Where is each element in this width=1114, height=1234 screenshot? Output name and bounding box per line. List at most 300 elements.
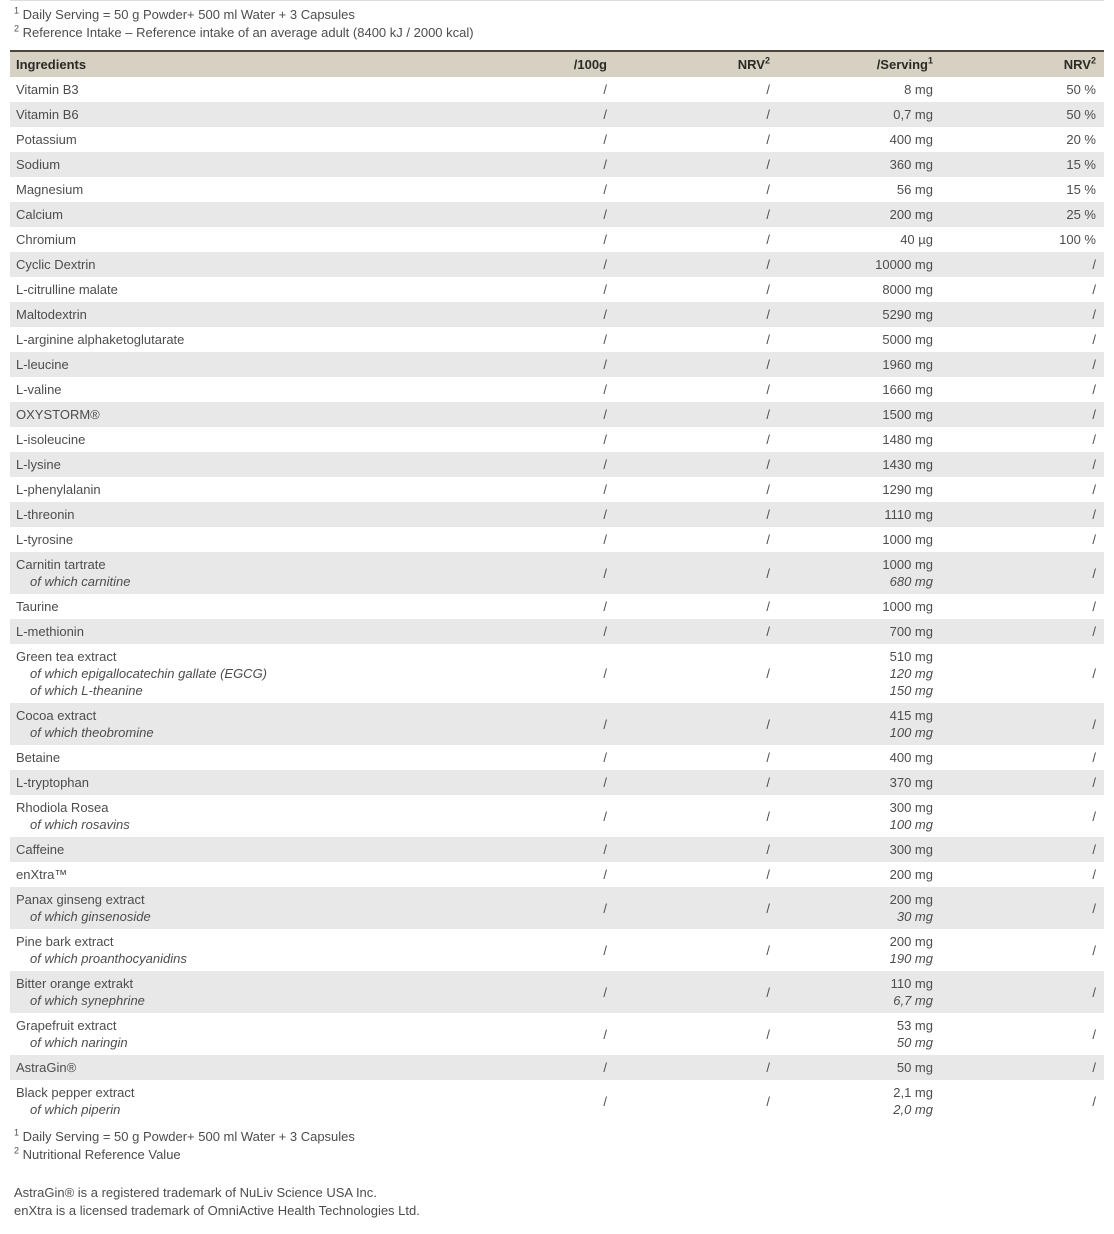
ingredient-name-main: Betaine — [16, 750, 61, 765]
nrv-serving-value: / — [1092, 357, 1096, 372]
per-100g-value: / — [603, 407, 607, 422]
table-row — [10, 452, 1104, 477]
serving-value — [778, 594, 941, 619]
col-header-label: /Serving — [876, 57, 928, 72]
nrv-serving-value: / — [1092, 984, 1096, 1000]
ingredient-name-main: L-tryptophan — [16, 775, 89, 790]
ingredient-name — [10, 302, 460, 327]
per-100g-value: / — [603, 716, 607, 732]
nrv-100g-value: / — [766, 808, 770, 824]
table-row — [10, 252, 1104, 277]
col-header-sup: 1 — [927, 55, 933, 66]
serving-value-main: 300 mg — [889, 842, 933, 857]
serving-value — [778, 929, 941, 971]
nrv-100g-value: / — [766, 942, 770, 958]
serving-value-main: 200 mg — [889, 867, 933, 882]
ingredient-name — [10, 1055, 460, 1080]
serving-value — [778, 427, 941, 452]
note-daily-serving-bottom — [14, 1128, 1114, 1146]
nrv-100g-value: / — [766, 599, 770, 614]
ingredient-name — [10, 703, 460, 745]
table-row — [10, 202, 1104, 227]
nrv-100g-value: / — [766, 407, 770, 422]
ingredient-name-main: L-phenylalanin — [16, 482, 101, 497]
ingredient-sub-name: of which rosavins — [30, 817, 130, 832]
serving-value — [778, 227, 941, 252]
per-100g-value: / — [603, 232, 607, 247]
ingredient-sub-name: of which ginsenoside — [30, 909, 151, 924]
serving-value-main: 110 mg — [890, 976, 933, 991]
per-100g-value: / — [603, 1093, 607, 1109]
nrv-serving-value: / — [1092, 716, 1096, 732]
serving-value-main: 400 mg — [889, 132, 933, 147]
table-row — [10, 227, 1104, 252]
footnote-marker: 1 — [14, 1127, 20, 1138]
ingredient-name-main: enXtra™ — [16, 867, 68, 882]
nrv-100g-value: / — [766, 82, 770, 97]
ingredient-name-main: L-valine — [16, 382, 62, 397]
ingredient-name-main: L-arginine alphaketoglutarate — [16, 332, 185, 347]
serving-value — [778, 177, 941, 202]
ingredient-sub-name: of which synephrine — [30, 993, 145, 1008]
table-header-row — [10, 51, 1104, 77]
nrv-100g-value: / — [766, 307, 770, 322]
nrv-serving-value: / — [1092, 507, 1096, 522]
ingredient-name — [10, 1080, 460, 1122]
serving-value — [778, 971, 941, 1013]
nrv-serving-value: / — [1092, 775, 1096, 790]
table-row — [10, 402, 1104, 427]
serving-value-main: 1480 mg — [882, 432, 933, 447]
per-100g-value: / — [603, 307, 607, 322]
serving-value-main: 1500 mg — [882, 407, 933, 422]
ingredient-name — [10, 971, 460, 1013]
serving-value — [778, 552, 941, 594]
per-100g-value: / — [603, 565, 607, 581]
table-row — [10, 971, 1104, 1013]
ingredient-name-main: Bitter orange extrakt — [16, 976, 134, 991]
nrv-100g-value: / — [766, 357, 770, 372]
table-row — [10, 644, 1104, 703]
serving-value — [778, 152, 941, 177]
serving-value — [778, 887, 941, 929]
nrv-serving-value: / — [1092, 332, 1096, 347]
table-row — [10, 1055, 1104, 1080]
table-row — [10, 427, 1104, 452]
serving-value-main: 1000 mg — [882, 599, 933, 614]
nrv-serving-value: / — [1092, 900, 1096, 916]
table-row — [10, 837, 1104, 862]
per-100g-value: / — [603, 1026, 607, 1042]
ingredient-sub-name: of which theobromine — [30, 725, 154, 740]
nrv-100g-value: / — [766, 182, 770, 197]
ingredient-name-main: Carnitin tartrate — [16, 557, 106, 572]
per-100g-value: / — [603, 332, 607, 347]
ingredient-name-main: Cyclic Dextrin — [16, 257, 96, 272]
serving-value — [778, 77, 941, 102]
nrv-serving-value: / — [1092, 257, 1096, 272]
table-row — [10, 745, 1104, 770]
ingredient-name-main: Vitamin B3 — [16, 82, 79, 97]
nrv-100g-value: / — [766, 232, 770, 247]
per-100g-value: / — [603, 82, 607, 97]
serving-value-main: 1430 mg — [882, 457, 933, 472]
serving-value — [778, 102, 941, 127]
serving-value-main: 1660 mg — [882, 382, 933, 397]
nrv-serving-value: / — [1092, 432, 1096, 447]
nrv-serving-value: / — [1092, 1060, 1096, 1075]
serving-value — [778, 1080, 941, 1122]
serving-value — [778, 619, 941, 644]
ingredient-name — [10, 594, 460, 619]
ingredient-name — [10, 929, 460, 971]
note-reference-intake — [14, 24, 1114, 42]
ingredient-name — [10, 502, 460, 527]
serving-value-main: 10000 mg — [875, 257, 933, 272]
serving-sub-value: 120 mg — [889, 666, 933, 681]
per-100g-value: / — [603, 207, 607, 222]
per-100g-value: / — [603, 482, 607, 497]
ingredient-name-main: Magnesium — [16, 182, 84, 197]
ingredient-name-main: Chromium — [16, 232, 76, 247]
nrv-100g-value: / — [766, 107, 770, 122]
ingredient-name-main: L-threonin — [16, 507, 75, 522]
ingredient-name-main: L-citrulline malate — [16, 282, 118, 297]
ingredient-name-main: Maltodextrin — [16, 307, 87, 322]
ingredient-name-main: AstraGin® — [16, 1060, 77, 1075]
ingredient-name-main: Calcium — [16, 207, 63, 222]
nrv-serving-value: / — [1092, 624, 1096, 639]
ingredient-name-main: Taurine — [16, 599, 59, 614]
ingredient-name — [10, 152, 460, 177]
ingredient-sub-name: of which piperin — [30, 1102, 121, 1117]
nrv-100g-value: / — [766, 1026, 770, 1042]
serving-value — [778, 644, 941, 703]
serving-value — [778, 352, 941, 377]
nrv-100g-value: / — [766, 984, 770, 1000]
serving-value-main: 1000 mg — [882, 532, 933, 547]
col-header-sup: 2 — [764, 55, 770, 66]
serving-value-main: 200 mg — [889, 207, 933, 222]
serving-value-main: 8 mg — [904, 82, 933, 97]
nrv-100g-value: / — [766, 900, 770, 916]
serving-value-main: 700 mg — [889, 624, 933, 639]
ingredient-sub-name: of which carnitine — [30, 574, 131, 589]
table-row — [10, 527, 1104, 552]
ingredient-name — [10, 227, 460, 252]
serving-value — [778, 277, 941, 302]
table-row — [10, 862, 1104, 887]
serving-sub-value: 50 mg — [896, 1035, 933, 1050]
serving-value — [778, 502, 941, 527]
serving-value-main: 1960 mg — [882, 357, 933, 372]
nrv-serving-value: / — [1092, 382, 1096, 397]
footnote-marker: 2 — [14, 1145, 20, 1156]
ingredient-name — [10, 202, 460, 227]
nrv-100g-value: / — [766, 1093, 770, 1109]
per-100g-value: / — [603, 382, 607, 397]
col-header-label: /100g — [573, 57, 607, 72]
table-row — [10, 152, 1104, 177]
ingredient-name-main: Caffeine — [16, 842, 65, 857]
nrv-serving-value: / — [1092, 282, 1096, 297]
serving-value-main: 53 mg — [896, 1018, 933, 1033]
nrv-serving-value: / — [1092, 942, 1096, 958]
ingredient-name-main: Black pepper extract — [16, 1085, 135, 1100]
per-100g-value: / — [603, 624, 607, 639]
table-row — [10, 594, 1104, 619]
table-row — [10, 703, 1104, 745]
ingredient-name-main: L-lysine — [16, 457, 61, 472]
serving-value-main: 56 mg — [896, 182, 933, 197]
ingredient-name-main: Grapefruit extract — [16, 1018, 117, 1033]
per-100g-value: / — [603, 942, 607, 958]
nrv-100g-value: / — [766, 257, 770, 272]
serving-value-main: 50 mg — [896, 1060, 933, 1075]
serving-value-main: 5000 mg — [882, 332, 933, 347]
table-row — [10, 1013, 1104, 1055]
nrv-100g-value: / — [766, 207, 770, 222]
ingredients-table-body — [10, 77, 1104, 1122]
table-row — [10, 102, 1104, 127]
serving-value — [778, 1055, 941, 1080]
serving-value-main: 400 mg — [889, 750, 933, 765]
col-header-sup: 2 — [1090, 55, 1096, 66]
ingredient-name — [10, 837, 460, 862]
serving-value-main: 300 mg — [889, 800, 933, 815]
note-daily-serving — [14, 6, 1114, 24]
serving-value-main: 40 µg — [900, 232, 933, 247]
nrv-serving-value: / — [1092, 307, 1096, 322]
note-nrv-definition — [14, 1146, 1114, 1164]
trademark-enxtra: enXtra is a licensed trademark of OmniActive Health Technologies Ltd. — [14, 1203, 420, 1218]
nrv-serving-value: / — [1092, 407, 1096, 422]
ingredient-name-main: Green tea extract — [16, 649, 117, 664]
serving-value-main: 8000 mg — [882, 282, 933, 297]
serving-value — [778, 127, 941, 152]
ingredient-name-main: Panax ginseng extract — [16, 892, 145, 907]
ingredient-name — [10, 477, 460, 502]
footnote-marker: 1 — [14, 5, 20, 16]
serving-value — [778, 452, 941, 477]
ingredient-name-main: L-isoleucine — [16, 432, 86, 447]
nrv-serving-value: 15 % — [1066, 157, 1096, 172]
ingredient-name — [10, 552, 460, 594]
nrv-serving-value: 20 % — [1066, 132, 1096, 147]
serving-value — [778, 1013, 941, 1055]
ingredient-name — [10, 377, 460, 402]
serving-sub-value: 100 mg — [889, 725, 933, 740]
ingredient-name-main: Rhodiola Rosea — [16, 800, 109, 815]
ingredient-sub-name: of which naringin — [30, 1035, 128, 1050]
ingredient-name — [10, 77, 460, 102]
nrv-serving-value: / — [1092, 750, 1096, 765]
ingredient-name-main: L-leucine — [16, 357, 69, 372]
per-100g-value: / — [603, 666, 607, 681]
nrv-serving-value: / — [1092, 867, 1096, 882]
per-100g-value: / — [603, 432, 607, 447]
table-row — [10, 377, 1104, 402]
table-row — [10, 929, 1104, 971]
nrv-serving-value: / — [1092, 808, 1096, 824]
ingredient-name-main: Vitamin B6 — [16, 107, 79, 122]
per-100g-value: / — [603, 157, 607, 172]
trademark-astragin: AstraGin® is a registered trademark of NuLiv Science USA Inc. — [14, 1185, 377, 1200]
nrv-100g-value: / — [766, 282, 770, 297]
serving-value-main: 200 mg — [889, 934, 933, 949]
serving-value — [778, 477, 941, 502]
ingredient-name-main: L-tyrosine — [16, 532, 74, 547]
serving-sub-value: 680 mg — [889, 574, 933, 589]
nrv-100g-value: / — [766, 457, 770, 472]
serving-value — [778, 327, 941, 352]
per-100g-value: / — [603, 457, 607, 472]
nrv-100g-value: / — [766, 867, 770, 882]
ingredient-name — [10, 887, 460, 929]
nrv-serving-value: / — [1092, 532, 1096, 547]
table-row — [10, 127, 1104, 152]
trademark-notes — [0, 1164, 1114, 1234]
nrv-serving-value: 15 % — [1066, 182, 1096, 197]
nrv-serving-value: / — [1092, 1093, 1096, 1109]
serving-value-main: 0,7 mg — [893, 107, 933, 122]
serving-value-main: 1000 mg — [882, 557, 933, 572]
serving-value — [778, 527, 941, 552]
ingredient-sub-name: of which epigallocatechin gallate (EGCG) — [30, 666, 268, 681]
col-header-ingredients — [10, 51, 460, 77]
nrv-100g-value: / — [766, 666, 770, 681]
table-row — [10, 770, 1104, 795]
ingredient-name — [10, 327, 460, 352]
col-header-per-100g — [460, 51, 615, 77]
ingredient-name-main: OXYSTORM® — [16, 407, 100, 422]
ingredient-name — [10, 527, 460, 552]
ingredient-name — [10, 770, 460, 795]
nrv-serving-value: / — [1092, 599, 1096, 614]
serving-value-main: 5290 mg — [882, 307, 933, 322]
serving-value-main: 1110 mg — [884, 507, 933, 522]
nrv-100g-value: / — [766, 842, 770, 857]
ingredient-sub-name: of which proanthocyanidins — [30, 951, 187, 966]
table-row — [10, 552, 1104, 594]
ingredient-name — [10, 252, 460, 277]
ingredient-name — [10, 177, 460, 202]
ingredient-name — [10, 1013, 460, 1055]
per-100g-value: / — [603, 132, 607, 147]
col-header-label: NRV — [1063, 57, 1091, 72]
table-row — [10, 177, 1104, 202]
nrv-serving-value: / — [1092, 666, 1096, 681]
ingredient-name — [10, 427, 460, 452]
nrv-100g-value: / — [766, 624, 770, 639]
serving-value — [778, 745, 941, 770]
nrv-100g-value: / — [766, 157, 770, 172]
per-100g-value: / — [603, 1060, 607, 1075]
ingredient-name-main: Sodium — [16, 157, 61, 172]
note-text: Nutritional Reference Value — [22, 1147, 181, 1162]
nrv-serving-value: / — [1092, 565, 1096, 581]
per-100g-value: / — [603, 842, 607, 857]
ingredient-name-main: L-methionin — [16, 624, 84, 639]
table-row — [10, 795, 1104, 837]
nrv-100g-value: / — [766, 775, 770, 790]
serving-value — [778, 770, 941, 795]
table-row — [10, 277, 1104, 302]
col-header-per-serving — [778, 51, 941, 77]
nrv-100g-value: / — [766, 716, 770, 732]
nrv-serving-value: 50 % — [1066, 82, 1096, 97]
serving-value-main: 1290 mg — [882, 482, 933, 497]
per-100g-value: / — [603, 507, 607, 522]
ingredient-name — [10, 352, 460, 377]
serving-value — [778, 402, 941, 427]
per-100g-value: / — [603, 775, 607, 790]
ingredient-name — [10, 127, 460, 152]
nrv-100g-value: / — [766, 132, 770, 147]
per-100g-value: / — [603, 808, 607, 824]
note-text: Reference Intake – Reference intake of an average adult (8400 kJ / 2000 kcal) — [22, 25, 474, 40]
per-100g-value: / — [603, 984, 607, 1000]
table-row — [10, 302, 1104, 327]
ingredient-name — [10, 452, 460, 477]
nrv-100g-value: / — [766, 482, 770, 497]
serving-sub-value: 2,0 mg — [893, 1102, 933, 1117]
table-row — [10, 352, 1104, 377]
ingredient-name-main: Cocoa extract — [16, 708, 97, 723]
serving-value — [778, 837, 941, 862]
col-header-nrv-serving — [941, 51, 1104, 77]
ingredient-name — [10, 795, 460, 837]
nrv-100g-value: / — [766, 1060, 770, 1075]
ingredient-name-main: Potassium — [16, 132, 77, 147]
note-text: Daily Serving = 50 g Powder+ 500 ml Water + 3 Capsules — [22, 1129, 355, 1144]
ingredient-name — [10, 102, 460, 127]
table-row — [10, 1080, 1104, 1122]
per-100g-value: / — [603, 599, 607, 614]
per-100g-value: / — [603, 182, 607, 197]
serving-sub-value: 6,7 mg — [893, 993, 933, 1008]
ingredient-name — [10, 402, 460, 427]
serving-sub-value: 190 mg — [889, 951, 933, 966]
nrv-100g-value: / — [766, 382, 770, 397]
serving-sub-value: 150 mg — [889, 683, 933, 698]
table-row — [10, 619, 1104, 644]
nrv-serving-value: 50 % — [1066, 107, 1096, 122]
serving-value-main: 200 mg — [889, 892, 933, 907]
serving-value-main: 360 mg — [889, 157, 933, 172]
per-100g-value: / — [603, 257, 607, 272]
serving-value-main: 510 mg — [889, 649, 933, 664]
table-row — [10, 477, 1104, 502]
nrv-100g-value: / — [766, 565, 770, 581]
nrv-serving-value: 100 % — [1059, 232, 1096, 247]
ingredient-name — [10, 277, 460, 302]
table-row — [10, 887, 1104, 929]
nrv-100g-value: / — [766, 507, 770, 522]
serving-value — [778, 252, 941, 277]
nrv-100g-value: / — [766, 750, 770, 765]
serving-notes-bottom — [0, 1122, 1114, 1164]
per-100g-value: / — [603, 900, 607, 916]
ingredient-name — [10, 862, 460, 887]
ingredients-table — [10, 50, 1104, 1122]
nrv-100g-value: / — [766, 432, 770, 447]
footnote-marker: 2 — [14, 23, 20, 34]
col-header-label: Ingredients — [16, 57, 87, 72]
per-100g-value: / — [603, 357, 607, 372]
ingredient-name — [10, 619, 460, 644]
note-text: Daily Serving = 50 g Powder+ 500 ml Water + 3 Capsules — [22, 7, 355, 22]
